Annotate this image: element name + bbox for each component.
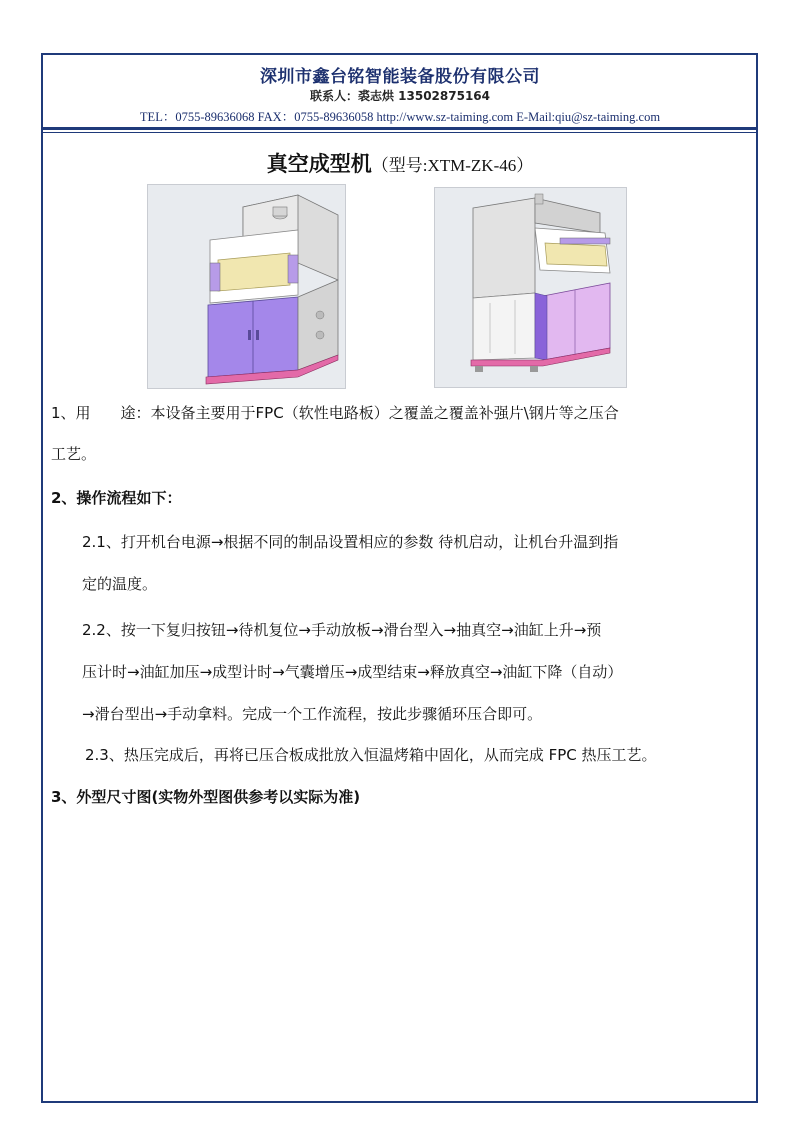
- contact-line: TEL：0755-89636068 FAX：0755-89636058 http://www.sz-taiming.com E-Mail:qiu@sz-taiming.com: [139, 110, 661, 124]
- section-1-line-2: 工艺。: [51, 445, 97, 463]
- machine-side-icon: [435, 188, 626, 387]
- step-2-3-line-1: 2.3、热压完成后，再将已压合板成批放入恒温烤箱中固化，从而完成 FPC 热压工艺。: [85, 746, 657, 764]
- contact-person: 联系人：裘志烘 13502875164: [309, 89, 491, 103]
- step-2-2-line-2: 压计时→油缸加压→成型计时→气囊增压→成型结束→释放真空→油缸下降（自动）: [82, 663, 623, 681]
- header-rule-thick: [43, 127, 756, 130]
- step-2-1-line-1: 2.1、打开机台电源→根据不同的制品设置相应的参数 待机启动，让机台升温到指: [82, 533, 619, 551]
- section-2-heading: 2、操作流程如下：: [51, 489, 182, 507]
- section-3-heading: 3、外型尺寸图(实物外型图供参考以实际为准): [51, 788, 361, 806]
- step-2-2-line-1: 2.2、按一下复归按钮→待机复位→手动放板→滑台型入→抽真空→油缸上升→预: [82, 621, 602, 639]
- header-rule-thin: [43, 132, 756, 133]
- machine-front-image: [147, 184, 346, 389]
- machine-front-icon: [148, 185, 345, 388]
- title-model: （型号:XTM-ZK-46）: [371, 156, 534, 175]
- company-name: 深圳市鑫台铭智能装备股份有限公司: [260, 67, 540, 87]
- machine-side-image: [434, 187, 627, 388]
- step-2-2-line-3: →滑台型出→手动拿料。完成一个工作流程，按此步骤循环压合即可。: [82, 705, 543, 723]
- title-main: 真空成型机: [266, 152, 372, 176]
- section-1-line-1: 1、用 途：本设备主要用于FPC（软性电路板）之覆盖之覆盖补强片\钢片等之压合: [51, 404, 619, 422]
- step-2-1-line-2: 定的温度。: [82, 575, 158, 593]
- document-title: [0, 148, 800, 178]
